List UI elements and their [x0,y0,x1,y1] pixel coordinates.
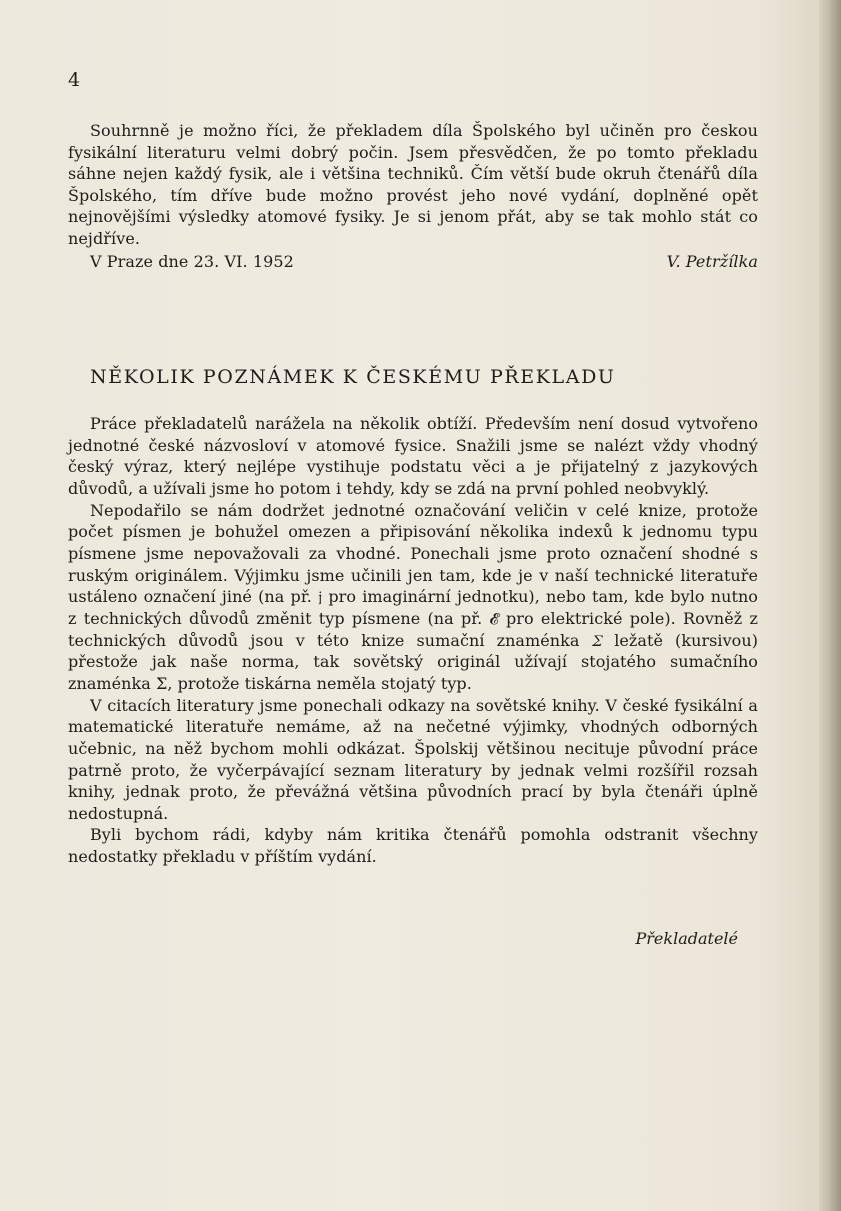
foreword-paragraph: Souhrnně je možno říci, že překladem díla Špolského byl učiněn pro českou fysikální literaturu velmi dobrý počin. Jsem přesvědčen, že po tomto překladu sáhne nejen každý fysik, ale i většina techniků. Čím větší bude okruh čtenářů díla Špolského, tím dříve bude možno provést jeho nové vydání, doplněné opět nejnovějšími výsledky atomové fysiky. Je si jenom přát, aby se tak mohlo stát co nejdříve. [68,121,758,248]
page-number: 4 [68,69,81,91]
translators-signature: Překladatelé [635,929,738,948]
page-gutter-shadow [819,0,841,1211]
notes-paragraph-3: V citacích literatury jsme ponechali odkazy na sovětské knihy. V české fysikální a matematické literatuře nemáme, až na nečetné výjimky, vhodných odborných učebnic, na něž bychom mohli odkázat. Špolskij většinou necituje původní práce patrně proto, že vyčerpávající seznam literatury by jednak velmi rozšířil rozsah knihy, jednak proto, že převážná většina původních prací by byla čtenáři úplně nedostupná. [68,695,758,823]
place-date: V Praze dne 23. VI. 1952 [90,252,294,271]
foreword-author: V. Petržílka [666,252,758,271]
section-heading: NĚKOLIK POZNÁMEK K ČESKÉMU PŘEKLADU [90,366,616,388]
foreword-signature-line [68,251,758,273]
notes-paragraph-4: Byli bychom rádi, kdyby nám kritika čtenářů pomohla odstranit všechny nedostatky překladu v příštím vydání. [68,825,758,867]
notes-paragraph-2: Nepodařilo se nám dodržet jednotné označování veličin v celé knize, protože počet písmen je bohužel omezen a připisování několika indexů k jednomu typu písmene jsme nepovažovali za vhodné. Ponechali jsme proto označení shodné s ruským originálem. Výjimku jsme učinili jen tam, kde je v naší technické literatuře ustáleno označení jiné (na př. 𝔧 pro imaginární jednotku), nebo tam, kde bylo nutno z technických důvodů změnit typ písmene (na př. 𝓔 pro elektrické pole). Rovněž z technických důvodů jsou v této knize sumační znaménka 𝛴 ležatě (kursivou) přestože jak naše norma, tak sovětský originál užívají stojatého sumačního znaménka Σ, protože tiskárna neměla stojatý typ. [68,500,758,693]
foreword-closing [68,120,758,273]
notes-paragraph-1: Práce překladatelů narážela na několik obtíží. Především není dosud vytvořeno jednotné české názvosloví v atomové fysice. Snažili jsme se nalézt vždy vhodný český výraz, který nejlépe vystihuje podstatu věci a je přijatelný z jazykových důvodů, a užívali jsme ho potom i tehdy, kdy se zdá na první pohled neobvyklý. [68,414,758,498]
translation-notes [68,413,758,868]
